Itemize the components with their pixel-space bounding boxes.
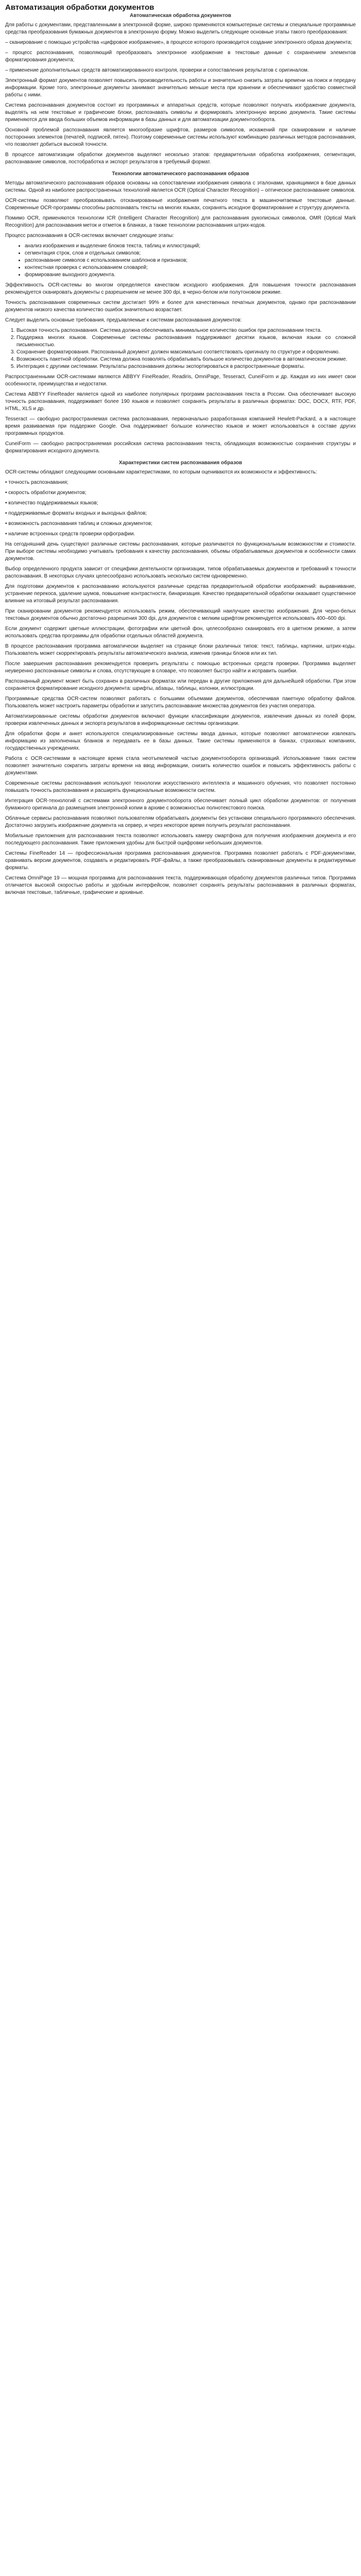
paragraph: В процессе автоматизации обработки документов выделяют несколько этапов: предварительная обработка изображения, сегментация, распознавание символов, постобработка и экспорт результатов в требуемый формат. bbox=[5, 152, 356, 165]
document-subtitle: Автоматическая обработка документов bbox=[130, 13, 231, 19]
paragraph: Современные системы распознавания используют технологии искусственного интеллекта и машинного обучения, что позволяет постоянно повышать точность распознавания и расширять функциональные возможности систем. bbox=[5, 781, 356, 793]
bullet-list bbox=[5, 243, 356, 279]
paragraph: Распознанный документ может быть сохранен в различных форматах или передан в другие приложения для дальнейшей обработки. При этом сохраняется форматирование исходного документа: шрифты, абзацы, таблицы, колонки, иллюстрации. bbox=[5, 679, 356, 691]
requirements-section bbox=[5, 317, 356, 455]
paragraph: Точность распознавания современных систем достигает 99% и более для качественных печатных документов, однако при распознавании документов низкого качества количество ошибок значительно возрастает. bbox=[5, 300, 356, 313]
paragraph: Системы FineReader 14 — профессиональная программа распознавания документов. Программа позволяет работать с PDF-документами, сравнивать версии документов, создавать и редактировать PDF-файлы, а также преобразовывать сканированные документы в редактируемые форматы. bbox=[5, 851, 356, 871]
paragraph: CuneiForm — свободно распространяемая российская система распознавания текста, обладающая возможностью сохранения структуры и форматирования исходного документа. bbox=[5, 441, 356, 454]
paragraph: Автоматизированные системы обработки документов включают функции классификации документов, извлечения данных из полей форм, проверки извлеченных данных и экспорта результатов в информационные системы организации. bbox=[5, 714, 356, 726]
paragraph: Работа с OCR-системами в настоящее время стала неотъемлемой частью документооборота организаций. Использование таких систем позволяет значительно сократить затраты времени на ввод информации, снизить количество ошибок и повысить эффективность работы с документами. bbox=[5, 756, 356, 776]
paragraph: • возможность распознавания таблиц и сложных документов; bbox=[5, 521, 152, 527]
paragraph: Электронный формат документов позволяет повысить производительность работы и значительно снизить затраты времени на поиск и передачу информации. Кроме того, электронные документы занимают значительно меньше места при хранении и обеспечивают удобство совместной работы с ними. bbox=[5, 78, 356, 98]
paragraph: Эффективность OCR-системы во многом определяется качеством исходного изображения. Для повышения точности распознавания рекомендуется сканировать документы с разрешением не менее 300 dpi, в черно-белом или полутоновом режиме. bbox=[5, 282, 356, 295]
body-section bbox=[5, 77, 356, 166]
paragraph: Помимо OCR, применяются технологии ICR (Intelligent Character Recognition) для распознавания рукописных символов, OMR (Optical Mark Recognition) для распознавания меток и отметок в бланках, а также технологии распознавания штрих-кодов. bbox=[5, 215, 356, 228]
paragraph: Если документ содержит цветные иллюстрации, фотографии или цветной фон, целесообразно сканировать его в цветном режиме, а затем использовать средства программы для обработки отдельных областей документа. bbox=[5, 626, 356, 639]
list-item: 3. Сохранение форматирования. Распознанный документ должен максимально соответствовать оригиналу по структуре и оформлению. bbox=[16, 349, 356, 356]
paragraph: Система распознавания документов состоит из программных и аппаратных средств, которые позволяют получать изображение документа, выделять на нем текстовые и графические блоки, распознавать символы и формировать электронную версию документа. Такие системы применяются для ввода больших объемов информации в базы данных и для автоматизации документооборота. bbox=[5, 103, 356, 123]
list-item: 2. Поддержка многих языков. Современные системы распознавания поддерживают десятки языков, включая языки со сложной письменностью. bbox=[16, 334, 356, 349]
paragraph: Распространенными OCR-системами являются ABBYY FineReader, Readiris, OmniPage, Tesseract, CuneiForm и др. Каждая из них имеет свои особенности, преимущества и недостатки. bbox=[5, 374, 356, 387]
list-item: 4. Возможность пакетной обработки. Система должна позволять обрабатывать большое количество документов в автоматическом режиме. bbox=[16, 356, 356, 363]
paragraph: OCR-системы обладают следующими основными характеристиками, по которым оцениваются их возможности и эффективность: bbox=[5, 469, 317, 475]
paragraph: • поддерживаемые форматы входных и выходных файлов; bbox=[5, 511, 147, 516]
paragraph: Процесс распознавания в OCR-системах включает следующие этапы: bbox=[5, 233, 174, 239]
paragraph: – применение дополнительных средств автоматизированного контроля, проверки и сопоставления результатов с оригиналом. bbox=[5, 67, 309, 73]
paragraph: OCR-системы позволяют преобразовывать отсканированные изображения печатного текста в машиночитаемые текстовые данные. Современные OCR-программы способны распознавать тексты на многих языках, сохранять исходное форматирование и структуру документа. bbox=[5, 198, 356, 211]
paragraph: Следует выделить основные требования, предъявляемые к системам распознавания документов: bbox=[5, 317, 242, 323]
intro-section bbox=[5, 22, 356, 74]
paragraph: После завершения распознавания рекомендуется проверить результаты с помощью встроенных средств проверки. Программа выделяет неуверенно распознанные символы и слова, отсутствующие в словаре, что позволяет быстро найти и исправить ошибки. bbox=[5, 661, 356, 674]
list-item: • формирование выходного документа. bbox=[25, 272, 356, 279]
paragraph: Tesseract — свободно распространяемая система распознавания, первоначально разработанная компанией Hewlett-Packard, а в настоящее время развиваемая при поддержке Google. Она поддерживает большое количество языков и может использоваться в составе других программных продуктов. bbox=[5, 416, 356, 436]
paragraph: Программные средства OCR-систем позволяют работать с большими объемами документов, обеспечивая пакетную обработку файлов. Пользователь может настроить параметры обработки и запустить распознавание множества документов без участия оператора. bbox=[5, 696, 356, 709]
list-item: 5. Интеграция с другими системами. Результаты распознавания должны экспортироваться в распространенные форматы. bbox=[16, 363, 356, 370]
section-heading: Характеристики систем распознавания образов bbox=[118, 460, 243, 466]
characteristics-section bbox=[5, 469, 356, 692]
paragraph: • количество поддерживаемых языков; bbox=[5, 500, 98, 506]
list-item: • анализ изображения и выделение блоков текста, таблиц и иллюстраций; bbox=[25, 243, 356, 250]
list-item: • распознавание символов с использованием шаблонов и признаков; bbox=[25, 257, 356, 264]
paragraph: Основной проблемой распознавания является многообразие шрифтов, размеров символов, искажений при сканировании и наличие посторонних элементов (печатей, подписей, пятен). Поэтому современные системы используют комбинацию различных методов распознавания, что позволяет добиться высокой точности. bbox=[5, 127, 356, 147]
list-item: 1. Высокая точность распознавания. Система должна обеспечивать минимальное количество ошибок при распознавании текста. bbox=[16, 327, 356, 334]
programs-section bbox=[5, 696, 356, 896]
paragraph: – процесс распознавания, позволяющий преобразовать электронное изображение в текстовые данные с сохранением элементов форматирования документа; bbox=[5, 50, 356, 63]
paragraph: Система OmniPage 19 — мощная программа для распознавания текста, поддерживающая обработку документов различных типов. Программа отличается высокой скоростью работы и удобным интерфейсом, позволяет сохранять результаты распознавания в различных форматах, включая текстовые, табличные, графические и архивные. bbox=[5, 875, 356, 895]
paragraph: Для подготовки документов к распознаванию используются различные средства предварительной обработки изображений: выравнивание, устранение перекоса, удаление шумов, повышение контрастности, бинаризация. Качество предварительной обработки оказывает существенное влияние на итоговый результат распознавания. bbox=[5, 584, 356, 604]
list-item: • контекстная проверка с использованием словарей; bbox=[25, 264, 356, 272]
paragraph: Облачные сервисы распознавания позволяют пользователям обрабатывать документы без установки специального программного обеспечения. Достаточно загрузить изображение документа на сервер, и через некоторое время получить результат распознавания. bbox=[5, 816, 356, 828]
technologies-section bbox=[5, 180, 356, 314]
list-item: • сегментация строк, слов и отдельных символов; bbox=[25, 250, 356, 257]
paragraph: • наличие встроенных средств проверки орфографии. bbox=[5, 531, 135, 537]
paragraph: На сегодняшний день существуют различные системы распознавания, которые различаются по функциональным возможностям и стоимости. При выборе системы необходимо учитывать требования к качеству распознавания, объемы обрабатываемых документов и особенности самих документов. bbox=[5, 541, 356, 562]
paragraph: Для обработки форм и анкет используются специализированные системы ввода данных, которые позволяют автоматически извлекать информацию из заполненных бланков и передавать ее в базы данных. Такие системы применяются в банках, страховых компаниях, государственных учреждениях. bbox=[5, 731, 356, 751]
paragraph: Система ABBYY FineReader является одной из наиболее популярных программ распознавания текста в России. Она обеспечивает высокую точность распознавания, поддерживает более 190 языков и позволяет сохранять результаты в различных форматах: DOC, DOCX, RTF, PDF, HTML, XLS и др. bbox=[5, 392, 356, 412]
numbered-list bbox=[5, 327, 356, 370]
paragraph: Для работы с документами, представленными в электронной форме, широко применяются компьютерные системы и специальные программные средства преобразования бумажных документов в электронную форму. Можно выделить следующие основные этапы такого преобразования: bbox=[5, 22, 356, 35]
paragraph: Интеграция OCR-технологий с системами электронного документооборота обеспечивает полный цикл обработки документов: от получения бумажного оригинала до размещения электронной копии в архиве с возможностью полнотекстового поиска. bbox=[5, 798, 356, 811]
document-title: Автоматизация обработки документов bbox=[5, 3, 154, 12]
section-heading: Технологии автоматического распознавания образов bbox=[112, 171, 249, 177]
paragraph: В процессе распознавания программа автоматически выделяет на странице блоки различных типов: текст, таблицы, картинки, штрих-коды. Пользователь может скорректировать результаты автоматического анализа, изменив границы блоков или их тип. bbox=[5, 643, 356, 656]
paragraph: – сканирование с помощью устройства «цифровое изображение», в процессе которого производится создание электронного образа документа; bbox=[5, 40, 352, 45]
paragraph: Мобильные приложения для распознавания текста позволяют использовать камеру смартфона для получения изображения документа и его последующего распознавания. Такие приложения удобны для быстрой оцифровки небольших документов. bbox=[5, 833, 356, 846]
paragraph: • точность распознавания; bbox=[5, 480, 68, 485]
paragraph: • скорость обработки документов; bbox=[5, 490, 87, 496]
paragraph: Методы автоматического распознавания образов основаны на сопоставлении изображения символа с эталонами, хранящимися в базе данных системы. Одной из наиболее распространенных технологий является OCR (Optical Character Recognition) – оптическое распознавание символов. bbox=[5, 180, 356, 193]
paragraph: Выбор определенного продукта зависит от специфики деятельности организации, типов обрабатываемых документов и требований к точности распознавания. В некоторых случаях целесообразно использовать несколько систем одновременно. bbox=[5, 566, 356, 579]
paragraph: При сканировании документов рекомендуется использовать режим, обеспечивающий наилучшее качество изображения. Для черно-белых текстовых документов обычно достаточно разрешения 300 dpi, для документов с мелким шрифтом рекомендуется использовать 400–600 dpi. bbox=[5, 608, 356, 621]
